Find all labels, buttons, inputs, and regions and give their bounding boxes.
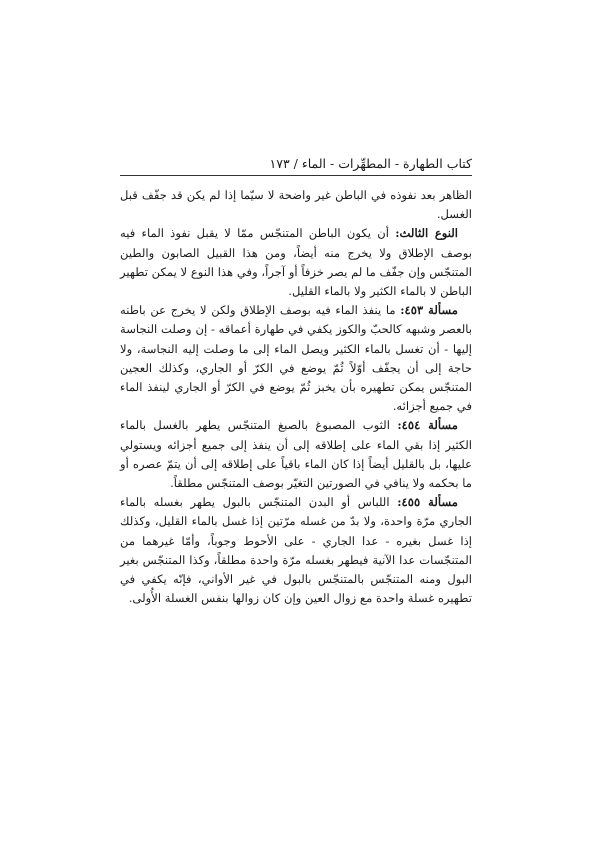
paragraph-lead: مسألة ٤٥٣: [400, 303, 458, 318]
paragraph-lead: مسألة ٤٥٤: [397, 418, 458, 433]
paragraph-masala-455 [120, 493, 472, 608]
paragraph-lead: النوع الثالث: [395, 226, 458, 241]
paragraph-continuation [120, 186, 472, 224]
paragraph-text: الثوب المصبوغ بالصبغ المتنجّس يطهر بالغسل بالماء الكثير إذا بقي الماء على إطلاقه إلى أن ينفذ إلى جميع أجزائه ويستولي عليها، بل بالقليل أيضاً إذا كان الماء باقياً على إطلاقه إلى أن يتمّ عصره أو ما بحكمه ولا ينافي في الصورتين التغيّر بوصف المتنجّس مطلقاً. [120, 418, 472, 491]
paragraph-masala-453 [120, 301, 472, 416]
header-rule [120, 175, 472, 176]
page-body [120, 186, 472, 608]
paragraph-text: أن يكون الباطن المتنجّس ممّا لا يقبل نفوذ الماء فيه بوصف الإطلاق ولا يخرج منه أيضاً، ومن هذا القبيل الصابون والطين المتنجّس وإن جفّف ما لم يصر خزفاً أو آجراً، وفي هذا النوع لا يمكن تطهير الباطن لا بالماء الكثير ولا بالماء القليل. [120, 226, 472, 299]
paragraph-text: اللباس أو البدن المتنجّس بالبول يطهر بغسله بالماء الجاري مرّة واحدة، ولا بدّ من غسله مرّتين إذا غسل بالماء القليل، وكذلك إذا غسل بغيره - عدا الجاري - على الأحوط وجوباً، وأمّا غيرهما من المتنجّسات عدا الآنية فيطهر بغسله مرّة واحدة مطلقاً، وكذا المتنجّس بغير البول ومنه المتنجّس بالمتنجّس بالبول في غير الأواني، فإنّه يكفي في تطهيره غسلة واحدة مع زوال العين وإن كان زوالها بنفس الغسلة الأُولى. [120, 495, 472, 606]
running-header-text: كتاب الطهارة - المطهِّرات - الماء / ١٧٣ [269, 156, 472, 171]
running-header [120, 156, 472, 172]
paragraph-text: الظاهر بعد نفوذه في الباطن غير واضحة لا سيّما إذا لم يكن قد جفّف قبل الغسل. [120, 188, 472, 222]
paragraph-lead: مسألة ٤٥٥: [397, 495, 459, 510]
paragraph-text: ما ينفذ الماء فيه بوصف الإطلاق ولكن لا يخرج عن باطنه بالعصر وشبهه كالحبّ والكوز يكفي في طهارة أعماقه - إن وصلت النجاسة إليها - أن تغسل بالماء الكثير ويصل الماء إلى ما وصلت إليه النجاسة، ولا حاجة إلى أن يجفّف أوّلاً ثُمّ يوضع في الكرّ أو الجاري، وكذلك العجين المتنجّس يمكن تطهيره بأن يخبز ثُمّ يوضع في الكرّ أو الجاري لينفذ الماء في جميع أجزائه. [120, 303, 472, 414]
paragraph-masala-454 [120, 416, 472, 493]
paragraph-third-type [120, 224, 472, 301]
